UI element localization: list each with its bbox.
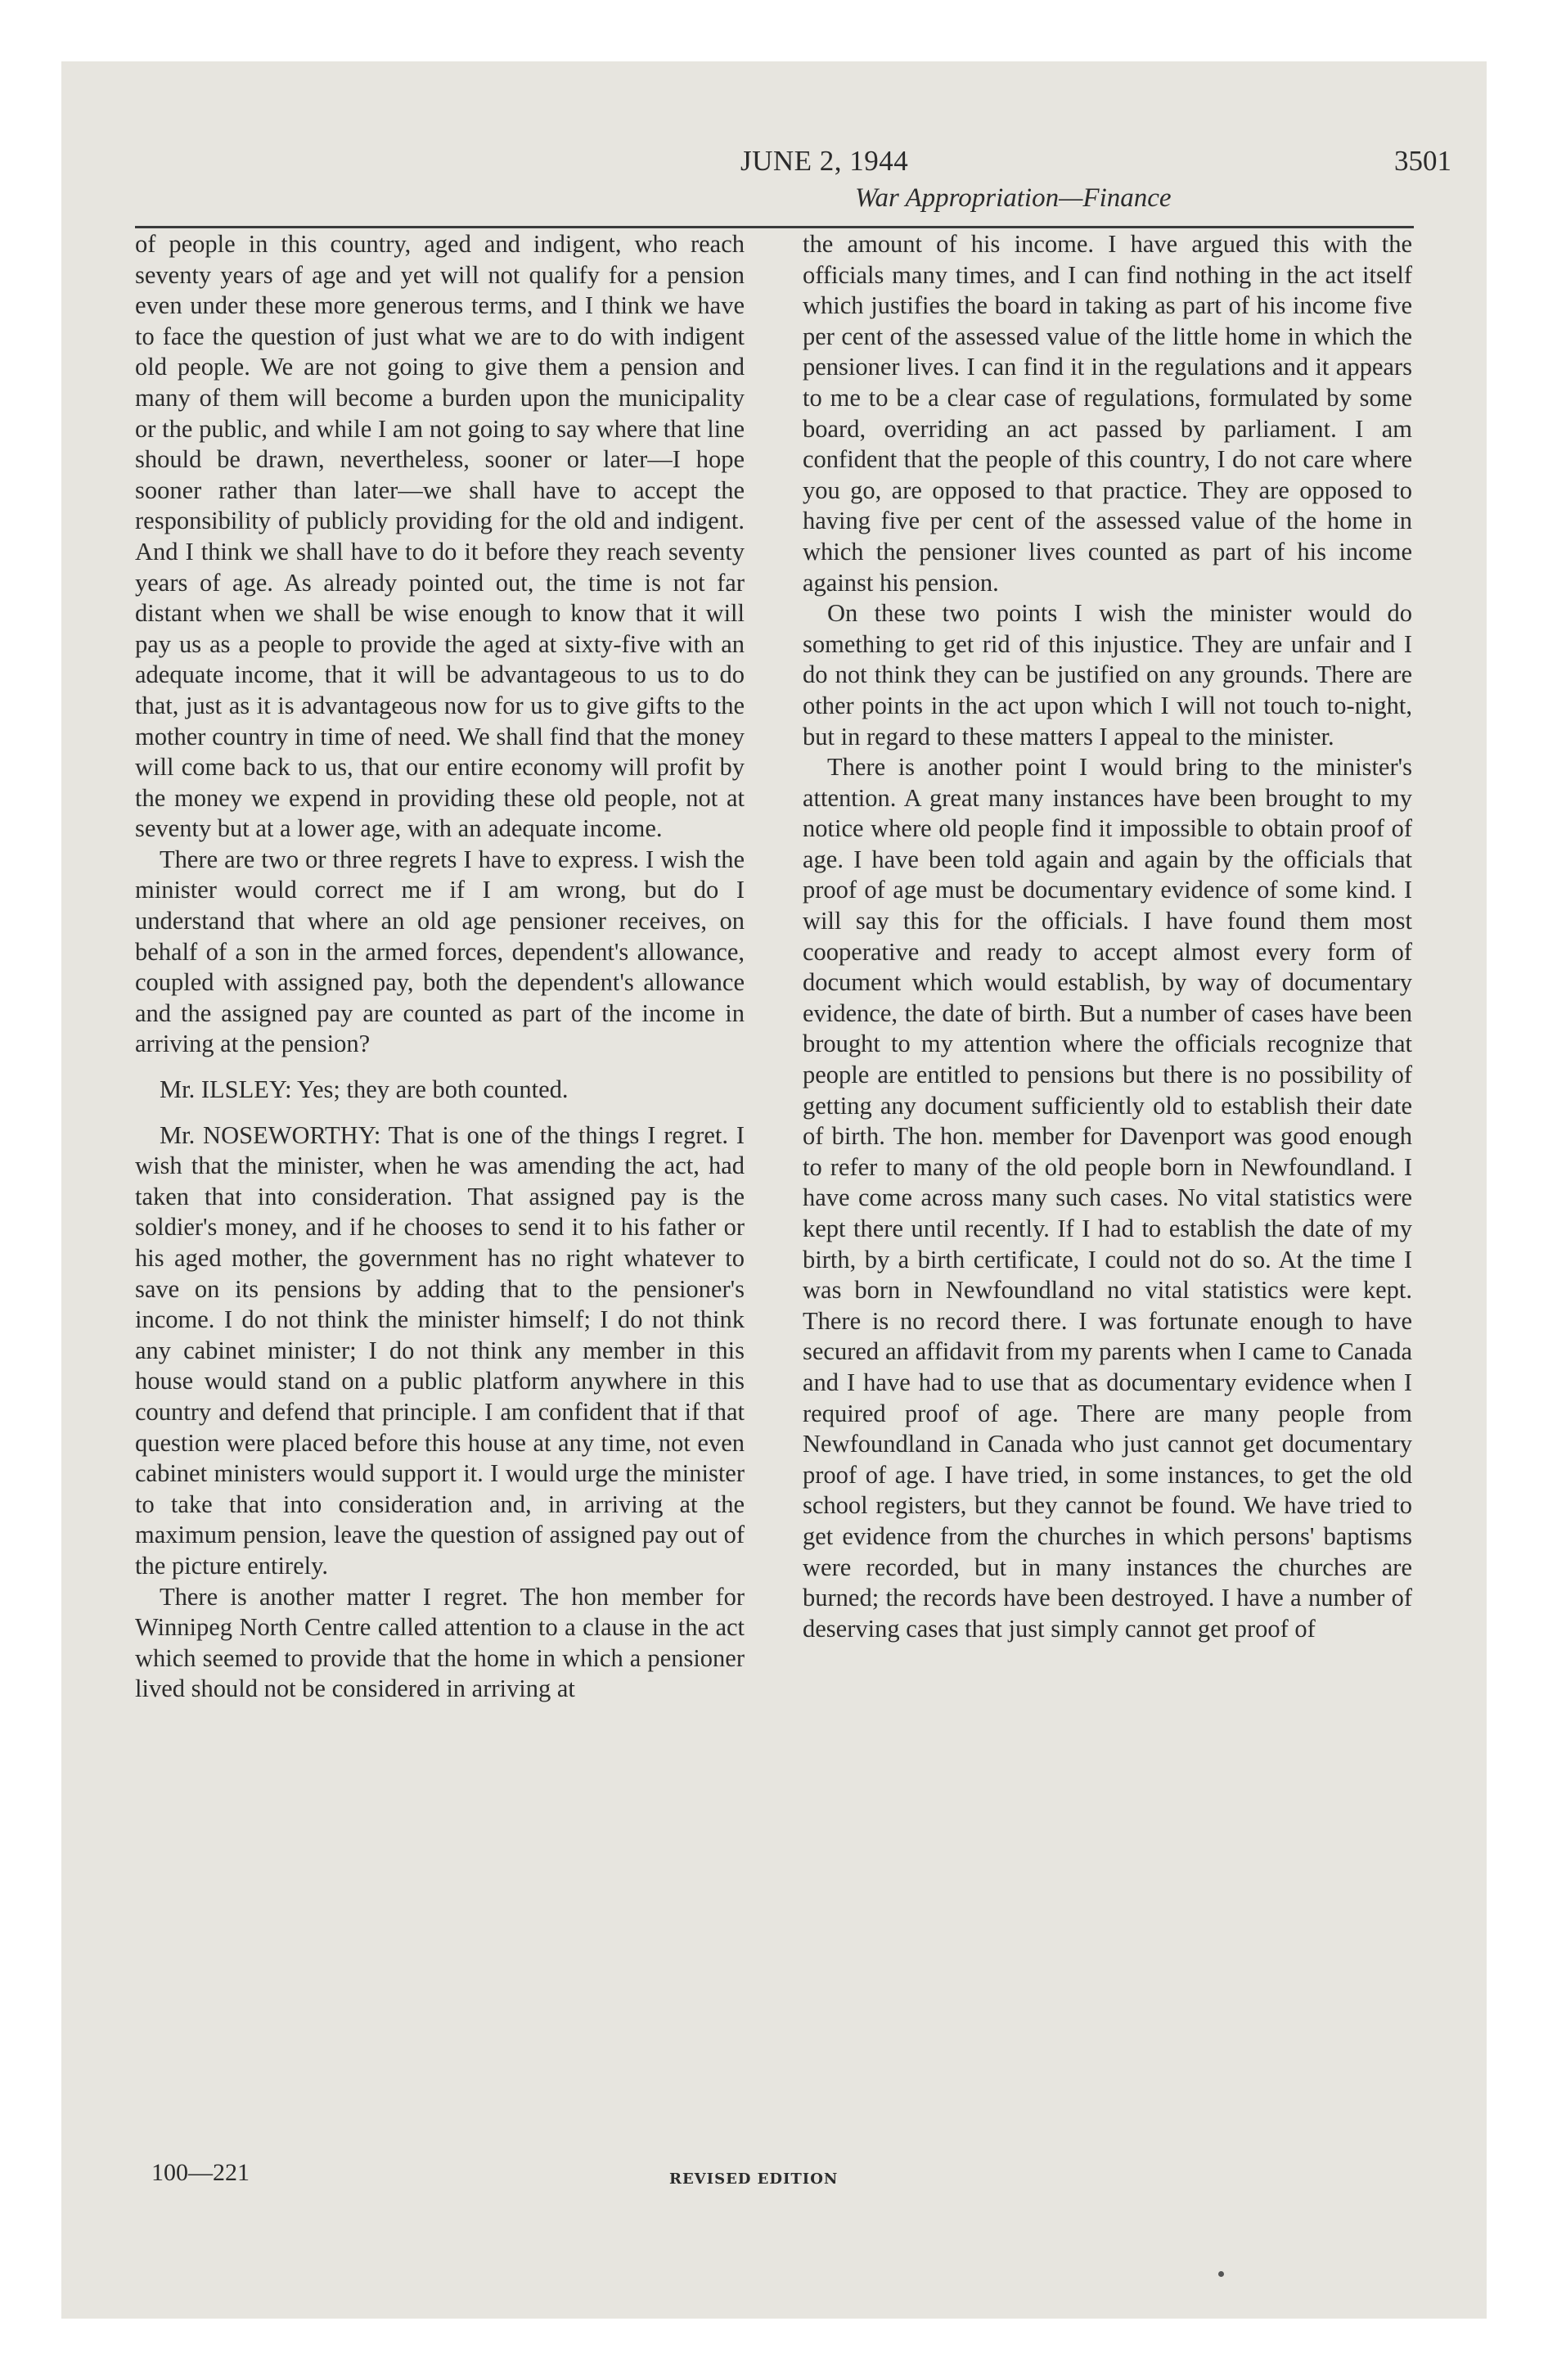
hansard-page bbox=[61, 61, 1487, 2319]
paragraph: Mr. NOSEWORTHY: That is one of the things I regret. I wish that the minister, when he was amending the act, had taken that into consideration. That assigned pay is the soldier's money, and if he chooses to send it to his father or his aged mother, the government has no right whatever to save on its pensions by adding that to the pensioner's income. I do not think the minister himself; I do not think any cabinet minister; I do not think any member in this house would stand on a public platform anywhere in this country and defend that principle. I am confident that if that question were placed before this house at any time, not even cabinet ministers would support it. I would urge the minister to take that into consideration and, in arriving at the maximum pension, leave the question of assigned pay out of the picture entirely. bbox=[135, 1120, 745, 1580]
header-date: JUNE 2, 1944 bbox=[740, 145, 909, 177]
page-number: 3501 bbox=[1394, 145, 1451, 177]
paragraph: On these two points I wish the minister would do something to get rid of this injustice. They are unfair and I do not think they can be justified on any grounds. There are other points in the act upon which I will not touch to-night, but in regard to these matters I appeal to the minister. bbox=[803, 599, 1412, 751]
right-column bbox=[803, 229, 1412, 1644]
left-column bbox=[135, 229, 745, 1705]
edition-label: REVISED EDITION bbox=[669, 2170, 839, 2188]
paragraph: There is another matter I regret. The hon member for Winnipeg North Centre called attention to a clause in the act which seemed to provide that the home in which a pensioner lived should not be considered in arriving at bbox=[135, 1582, 745, 1703]
footer-code: 100—221 bbox=[151, 2159, 250, 2186]
scan-speck bbox=[1218, 2271, 1224, 2277]
paragraph: There is another point I would bring to the minister's attention. A great many instances have been brought to my notice where old people find it impossible to obtain proof of age. I have been told again and again by the officials that proof of age must be documentary evidence of some kind. I will say this for the officials. I have found them most cooperative and ready to accept almost every form of document which would establish, by way of documentary evidence, the date of birth. But a number of cases have been brought to my attention where the officials recognize that people are entitled to pensions but there is no possibility of getting any document sufficiently old to establish their date of birth. The hon. member for Davenport was good enough to refer to many of the old people born in Newfoundland. I have come across many such cases. No vital statistics were kept there until recently. If I had to establish the date of my birth, by a birth certificate, I could not do so. At the time I was born in Newfoundland no vital statistics were kept. There is no record there. I was fortunate enough to have secured an affidavit from my parents when I came to Canada and I have had to use that as documentary evidence when I required proof of age. There are many people from Newfoundland in Canada who just cannot get documentary proof of age. I have tried, in some instances, to get the old school registers, but they cannot be found. We have tried to get evidence from the churches in which persons' baptisms were recorded, but in many instances the churches are burned; the records have been destroyed. I have a number of deserving cases that just simply cannot get proof of bbox=[803, 753, 1412, 1643]
speaker-remark: Mr. ILSLEY: Yes; they are both counted. bbox=[160, 1075, 569, 1104]
paragraph: of people in this country, aged and indigent, who reach seventy years of age and yet will not qualify for a pension even under these more generous terms, and I think we have to face the question of just what we are to do with indigent old people. We are not going to give them a pension and many of them will become a burden upon the municipality or the public, and while I am not going to say where that line should be drawn, nevertheless, sooner or later—I hope sooner rather than later—we shall have to accept the responsibility of publicly providing for the old and indigent. And I think we shall have to do it before they reach seventy years of age. As already pointed out, the time is not far distant when we shall be wise enough to know that it will pay us as a people to provide the aged at sixty-five with an adequate income, that it will be advantageous to us to do that, just as it is advantageous now for us to give gifts to the mother country in time of need. We shall find that the money will come back to us, that our entire economy will profit by the money we expend in providing these old people, not at seventy but at a lower age, with an adequate income. bbox=[135, 230, 745, 843]
paragraph: There are two or three regrets I have to express. I wish the minister would correct me if I am wrong, but do I understand that where an old age pensioner receives, on behalf of a son in the armed forces, dependent's allowance, coupled with assigned pay, both the dependent's allowance and the assigned pay are counted as part of the income in arriving at the pension? bbox=[135, 845, 745, 1058]
header-rule bbox=[135, 226, 1414, 228]
header-section-title: War Appropriation—Finance bbox=[855, 183, 1172, 213]
scanned-page bbox=[61, 61, 1487, 2319]
paragraph: the amount of his income. I have argued this with the officials many times, and I can find nothing in the act itself which justifies the board in taking as part of his income five per cent of the assessed value of the little home in which the pensioner lives. I can find it in the regulations and it appears to me to be a clear case of regulations, formulated by some board, overriding an act passed by parliament. I am confident that the people of this country, I do not care where you go, are opposed to that practice. They are opposed to having five per cent of the assessed value of the home in which the pensioner lives counted as part of his income against his pension. bbox=[803, 230, 1412, 597]
